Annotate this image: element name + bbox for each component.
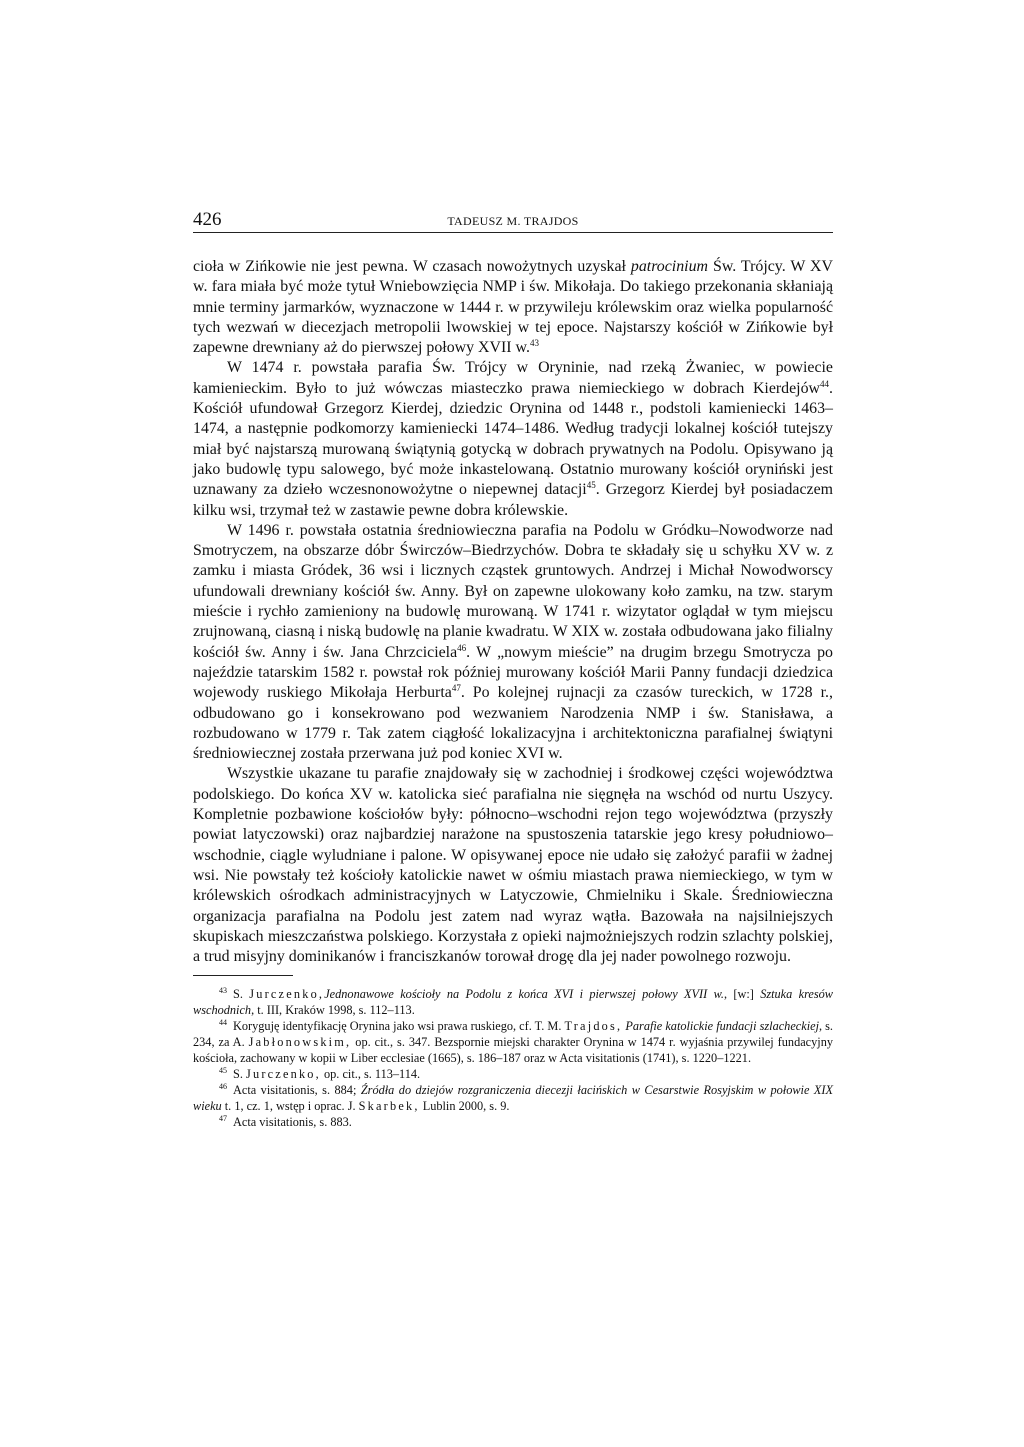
text-run: S. <box>233 987 250 1002</box>
work-title: Sztuka kresów wschodnich <box>193 987 834 1018</box>
running-head <box>193 210 833 233</box>
footnote-number: 45 <box>219 1066 227 1076</box>
text-run: op. cit., s. 347. Bezspornie miejski charakter Orynina w 1474 r. wyjaśnia przywilej fundacyjny kościoła, zachowany w kopii w Liber ecclesiae (1665), s. 186–187 oraz w Acta visitationis (1741), s. 1220–1221. <box>193 1035 834 1066</box>
footnote-44 <box>193 1018 833 1066</box>
text-run: cioła w Zińkowie nie jest pewna. W czasach nowożytnych uzyskał <box>193 258 631 275</box>
paragraph-1 <box>193 257 833 358</box>
text-run: , [w:] <box>723 987 761 1002</box>
footnote-46 <box>193 1082 833 1114</box>
paragraph-3 <box>193 521 833 765</box>
text-run: W 1474 r. powstała parafia Św. Trójcy w Oryninie, nad rzeką Żwaniec, w powiecie kamienieckim. Było to już wówczas miasteczko prawa niemieckiego w dobrach Kierdejów <box>193 359 833 397</box>
page-content <box>193 210 833 1130</box>
work-title: Źródła do dziejów rozgraniczenia diecezji łacińskich w Cesarstwie Rosyjskim w połowie XIX wieku <box>193 1083 834 1114</box>
footnote-number: 47 <box>219 1114 227 1124</box>
work-title: Jednonawowe kościoły na Podolu z końca XVI i pierwszej połowy XVII w. <box>324 987 724 1002</box>
text-run: . Kościół ufundował Grzegorz Kierdej, dziedzic Orynina od 1448 r., podstoli kamieniecki 1463–1474, a następnie podkomorzy kamieniecki 1474–1486. Według tradycji lokalnej kościół tutejszy miał być najstarszą murowaną świątynią gotycką w dobrach prywatnych na Podolu. Opisywano ją jako budowlę typu salowego, być może inkastelowaną. Ostatnio murowany kościół oryniński jest uznawany za dzieło wczesnonowożytne o niepewnej datacji <box>193 379 833 499</box>
text-run: , t. III, Kraków 1998, s. 112–113. <box>251 1003 415 1018</box>
text-run: S. <box>233 1067 246 1082</box>
footnote-47 <box>193 1114 833 1130</box>
footnote-number: 44 <box>219 1018 227 1028</box>
author-name: Jurczenko, <box>249 987 325 1002</box>
footnote-ref-46[interactable]: 46 <box>457 642 467 653</box>
text-run: . W „nowym mieście” na drugim brzegu Smotrycza po najeździe tatarskim 1582 r. powstał rok później murowany kościół Marii Panny fundacji dziedzica wojewody ruskiego Mikołaja Herburta <box>193 643 833 702</box>
footnote-43 <box>193 986 833 1018</box>
author-name: Jabłonowskim, <box>248 1035 352 1050</box>
footnote-ref-43[interactable]: 43 <box>529 338 539 349</box>
italic-term: patrocinium <box>630 258 709 275</box>
text-run: Lublin 2000, s. 9. <box>419 1099 510 1114</box>
footnote-ref-47[interactable]: 47 <box>451 683 461 694</box>
text-run: t. 1, cz. 1, wstęp i oprac. J. <box>221 1099 359 1114</box>
text-run: Koryguję identyfikację Orynina jako wsi prawa ruskiego, cf. T. M. <box>233 1019 565 1034</box>
work-title: Parafie katolickie fundacji szlacheckiej <box>625 1019 819 1034</box>
paragraph-2 <box>193 358 833 520</box>
footnote-ref-44[interactable]: 44 <box>820 378 830 389</box>
footnote-number: 43 <box>219 986 227 996</box>
footnotes <box>193 986 833 1130</box>
body-text <box>193 257 833 967</box>
paragraph-4: Wszystkie ukazane tu parafie znajdowały się w zachodniej i środkowej części województwa podolskiego. Do końca XV w. katolicka sieć parafialna nie sięgnęła na wschód od nurtu Uszycy. Kompletnie pozbawione kościołów były: północno–wschodni rejon tego województwa (przyszły powiat latyczowski) oraz najbardziej narażone na spustoszenia tatarskie jego kresy południowo–wschodnie, ciągle wyludniane i palone. W opisywanej epoce nie udało się założyć parafii w żadnej wsi. Nie powstały też kościoły katolickie nawet w ośmiu miastach prawa niemieckiego, w tym w królewskich ośrodkach administracyjnych w Latyczowie, Chmielniku i Skale. Średniowieczna organizacja parafialna na Podolu jest zatem nad wyraz wątła. Bazowała na najsilniejszych skupiskach mieszczaństwa polskiego. Korzystała z opieki najmożniejszych rodzin szlachty polskiej, a trud misyjny dominikanów i franciszkanów torował drogę dla jej nader powolnego rozwoju. <box>193 765 833 966</box>
author-name: Trajdos, <box>564 1019 623 1034</box>
text-run: W 1496 r. powstała ostatnia średniowieczna parafia na Podolu w Gródku–Nowodworze nad Smotryczem, na obszarze dóbr Świrczów–Biedrzychów. Dobra te składały się u schyłku XV w. z zamku i miasta Gródek, 36 wsi i licznych cząstek gruntowych. Andrzej i Michał Nowodworscy ufundowali drewniany kościół św. Anny. Był on zapewne ulokowany koło zamku, na tzw. starym mieście i rychło zamieniony na budowlę murowaną. W 1741 r. wizytator oglądał w tym miejscu zrujnowaną, ciasną i niską budowlę na planie kwadratu. W XIX w. została odbudowana jako filialny kościół św. Anny i św. Jana Chrzciciela <box>193 521 833 661</box>
text-run: Acta visitationis, s. 883. <box>233 1115 352 1130</box>
footnote-ref-45[interactable]: 45 <box>586 480 596 491</box>
text-run: . Grzegorz Kierdej był posiadaczem kilku wsi, trzymał też w zastawie pewne dobra królewskie. <box>193 481 833 519</box>
text-run: , s. 234, za A. <box>193 1019 834 1050</box>
footnote-number: 46 <box>219 1082 227 1092</box>
text-run: op. cit., s. 113–114. <box>320 1067 421 1082</box>
text-run: . Po kolejnej rujnacji za czasów tureckich, w 1728 r., odbudowano go i konsekrowano pod wezwaniem Narodzenia NMP i św. Stanisława, a rozbudowano w 1779 r. Tak zatem ciągłość lokalizacyjna i architektoniczna parafialnej świątyni średniowiecznej została przerwana już pod koniec XVI w. <box>193 684 833 763</box>
text-run: Acta visitationis, s. 884; <box>233 1083 361 1098</box>
footnote-divider <box>193 975 293 976</box>
author-name: Skarbek, <box>358 1099 420 1114</box>
author-name: Jurczenko, <box>246 1067 321 1082</box>
footnote-45 <box>193 1066 833 1082</box>
text-run: Św. Trójcy. W XV w. fara miała być może tytuł Wniebowzięcia NMP i św. Mikołaja. Do takiego przekonania skłaniają mnie terminy jarmarków, wyznaczone w 1444 r. w przywileju królewskim oraz wielka popularność tych wezwań w diecezjach metropolii lwowskiej w tej epoce. Najstarszy kościół w Zińkowie był zapewne drewniany aż do pierwszej połowy XVII w. <box>193 258 833 357</box>
running-title: TADEUSZ M. TRAJDOS <box>447 214 579 228</box>
page-number: 426 <box>193 209 222 230</box>
